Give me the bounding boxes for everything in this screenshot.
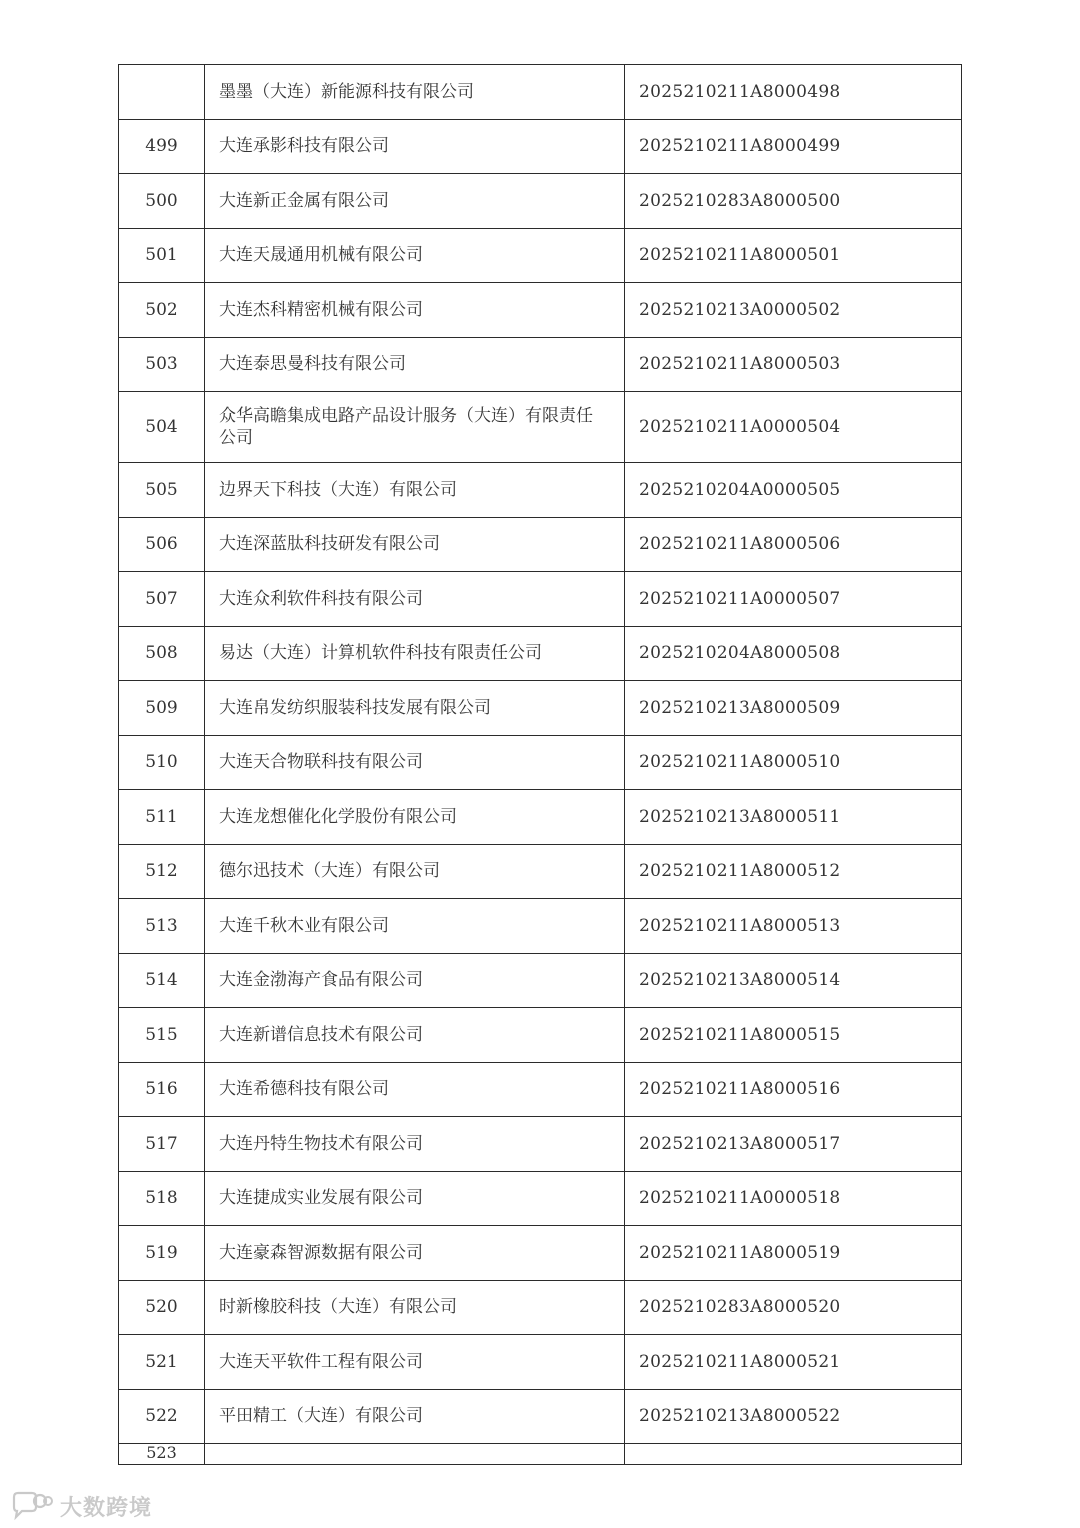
table-row — [119, 626, 962, 681]
row-number: 523 — [119, 1444, 205, 1465]
table-row — [119, 572, 962, 627]
table-row — [119, 337, 962, 392]
company-name: 大连杰科精密机械有限公司 — [205, 283, 625, 338]
table-row — [119, 119, 962, 174]
company-name: 大连天晟通用机械有限公司 — [205, 228, 625, 283]
row-number: 510 — [119, 735, 205, 790]
row-number: 517 — [119, 1117, 205, 1172]
watermark — [8, 1489, 152, 1523]
row-number: 522 — [119, 1389, 205, 1444]
table-row — [119, 953, 962, 1008]
company-name: 易达（大连）计算机软件科技有限责任公司 — [205, 626, 625, 681]
registration-code: 2025210211A8000503 — [625, 337, 962, 392]
registration-code: 2025210211A8000513 — [625, 899, 962, 954]
row-number: 503 — [119, 337, 205, 392]
table-row — [119, 899, 962, 954]
enterprise-list-table — [118, 64, 962, 1465]
row-number: 508 — [119, 626, 205, 681]
table-row — [119, 1444, 962, 1465]
registration-code: 2025210211A8000515 — [625, 1008, 962, 1063]
registration-code: 2025210213A8000509 — [625, 681, 962, 736]
registration-code: 2025210204A8000508 — [625, 626, 962, 681]
table-row — [119, 174, 962, 229]
company-name: 大连捷成实业发展有限公司 — [205, 1171, 625, 1226]
table-row — [119, 228, 962, 283]
table-row — [119, 1008, 962, 1063]
row-number: 509 — [119, 681, 205, 736]
company-name: 大连天平软件工程有限公司 — [205, 1335, 625, 1390]
row-number: 504 — [119, 392, 205, 463]
row-number: 516 — [119, 1062, 205, 1117]
table-row — [119, 1389, 962, 1444]
company-name: 大连金渤海产食品有限公司 — [205, 953, 625, 1008]
row-number: 506 — [119, 517, 205, 572]
registration-code: 2025210211A0000504 — [625, 392, 962, 463]
row-number: 502 — [119, 283, 205, 338]
row-number: 507 — [119, 572, 205, 627]
row-number: 514 — [119, 953, 205, 1008]
row-number: 521 — [119, 1335, 205, 1390]
table-row — [119, 681, 962, 736]
registration-code: 2025210211A8000510 — [625, 735, 962, 790]
company-name: 大连承影科技有限公司 — [205, 119, 625, 174]
row-number: 505 — [119, 463, 205, 518]
registration-code — [625, 1444, 962, 1465]
table-row — [119, 1117, 962, 1172]
registration-code: 2025210283A8000500 — [625, 174, 962, 229]
registration-code: 2025210211A8000506 — [625, 517, 962, 572]
registration-code: 2025210211A8000498 — [625, 65, 962, 120]
row-number: 512 — [119, 844, 205, 899]
registration-code: 2025210211A0000518 — [625, 1171, 962, 1226]
company-name: 大连希德科技有限公司 — [205, 1062, 625, 1117]
table-row — [119, 844, 962, 899]
table-row — [119, 1280, 962, 1335]
chat-bubble-logo-icon — [8, 1491, 54, 1521]
row-number: 513 — [119, 899, 205, 954]
registration-code: 2025210211A8000499 — [625, 119, 962, 174]
table-row — [119, 735, 962, 790]
company-name — [205, 1444, 625, 1465]
company-name: 墨墨（大连）新能源科技有限公司 — [205, 65, 625, 120]
company-name: 大连丹特生物技术有限公司 — [205, 1117, 625, 1172]
company-name: 大连千秋木业有限公司 — [205, 899, 625, 954]
row-number: 518 — [119, 1171, 205, 1226]
registration-code: 2025210211A8000512 — [625, 844, 962, 899]
row-number — [119, 65, 205, 120]
row-number: 511 — [119, 790, 205, 845]
row-number: 519 — [119, 1226, 205, 1281]
company-name: 大连深蓝肽科技研发有限公司 — [205, 517, 625, 572]
registration-code: 2025210211A8000519 — [625, 1226, 962, 1281]
table-row — [119, 392, 962, 463]
company-name: 大连新谱信息技术有限公司 — [205, 1008, 625, 1063]
table-row — [119, 463, 962, 518]
company-name: 大连泰思曼科技有限公司 — [205, 337, 625, 392]
company-name: 大连帛发纺织服装科技发展有限公司 — [205, 681, 625, 736]
company-name: 众华高瞻集成电路产品设计服务（大连）有限责任公司 — [205, 392, 625, 463]
row-number: 499 — [119, 119, 205, 174]
registration-code: 2025210211A8000521 — [625, 1335, 962, 1390]
table-row — [119, 517, 962, 572]
table-row — [119, 1335, 962, 1390]
table-row — [119, 790, 962, 845]
company-name: 时新橡胶科技（大连）有限公司 — [205, 1280, 625, 1335]
table-row — [119, 65, 962, 120]
company-name: 大连天合物联科技有限公司 — [205, 735, 625, 790]
company-name: 大连新正金属有限公司 — [205, 174, 625, 229]
registration-code: 2025210211A8000501 — [625, 228, 962, 283]
row-number: 515 — [119, 1008, 205, 1063]
company-name: 大连龙想催化化学股份有限公司 — [205, 790, 625, 845]
row-number: 501 — [119, 228, 205, 283]
row-number: 500 — [119, 174, 205, 229]
registration-code: 2025210213A8000511 — [625, 790, 962, 845]
watermark-text: 大数跨境 — [60, 1495, 153, 1521]
table-row — [119, 1171, 962, 1226]
table-row — [119, 1226, 962, 1281]
registration-code: 2025210211A8000516 — [625, 1062, 962, 1117]
registration-code: 2025210204A0000505 — [625, 463, 962, 518]
row-number: 520 — [119, 1280, 205, 1335]
company-name: 大连众利软件科技有限公司 — [205, 572, 625, 627]
registration-code: 2025210213A8000514 — [625, 953, 962, 1008]
registration-code: 2025210211A0000507 — [625, 572, 962, 627]
company-name: 大连豪森智源数据有限公司 — [205, 1226, 625, 1281]
registration-code: 2025210213A8000517 — [625, 1117, 962, 1172]
registration-code: 2025210213A0000502 — [625, 283, 962, 338]
registration-code: 2025210213A8000522 — [625, 1389, 962, 1444]
table-row — [119, 1062, 962, 1117]
company-name: 德尔迅技术（大连）有限公司 — [205, 844, 625, 899]
table-row — [119, 283, 962, 338]
company-name: 平田精工（大连）有限公司 — [205, 1389, 625, 1444]
company-name: 边界天下科技（大连）有限公司 — [205, 463, 625, 518]
registration-code: 2025210283A8000520 — [625, 1280, 962, 1335]
table-body — [119, 65, 962, 1465]
